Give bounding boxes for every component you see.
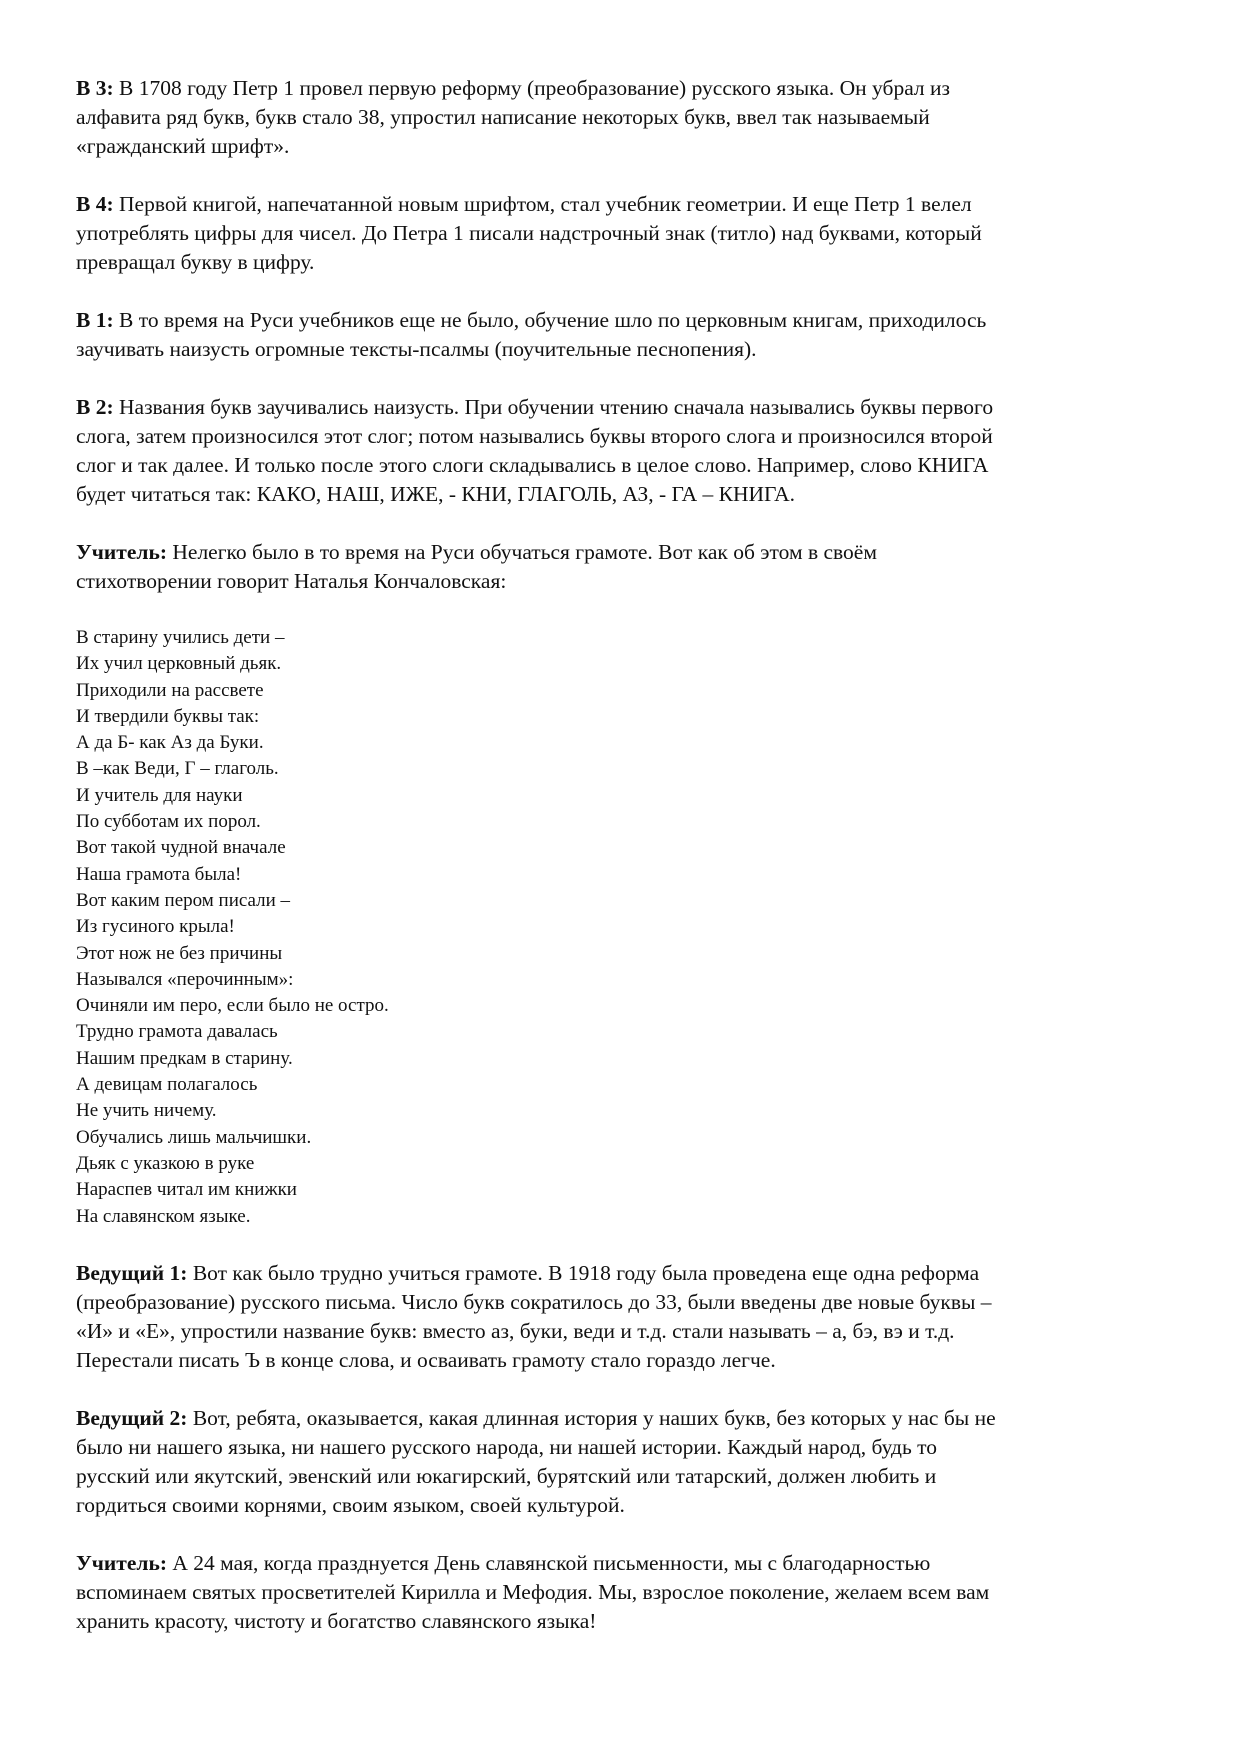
paragraph-line: было ни нашего языка, ни нашего русского народа, ни нашей истории. Каждый народ, будь то xyxy=(76,1434,938,1459)
paragraph-line: «И» и «Е», упростили название букв: вместо аз, буки, веди и т.д. стали называть – а, бэ, вэ и т.д. xyxy=(76,1318,955,1343)
poem-line: В старину учились дети – xyxy=(76,627,285,648)
poem-line: Нашим предкам в старину. xyxy=(76,1047,293,1069)
poem-line: А да Б- как Аз да Буки. xyxy=(76,732,264,754)
poem-line: Вот каким пером писали – xyxy=(76,889,291,911)
poem-line: По субботам их порол. xyxy=(76,811,261,833)
paragraph-line: употреблять цифры для чисел. До Петра 1 писали надстрочный знак (титло) над буквами, который xyxy=(76,221,982,245)
document-page xyxy=(76,74,1176,1665)
speaker-label: Ведущий 1: xyxy=(76,1260,188,1285)
poem-line: Обучались лишь мальчишки. xyxy=(76,1126,312,1148)
paragraph-line xyxy=(76,1259,1176,1288)
paragraph-v3 xyxy=(76,74,1176,161)
poem-line: И твердили буквы так: xyxy=(76,705,260,727)
paragraph-line xyxy=(76,1404,1176,1433)
paragraph-text: Нелегко было в то время на Руси обучаться грамоте. Вот как об этом в своём xyxy=(167,540,877,564)
paragraph-teacher-intro xyxy=(76,538,1176,596)
paragraph-host-1 xyxy=(76,1259,1176,1375)
paragraph-line xyxy=(76,306,1176,335)
paragraph-line xyxy=(76,1549,1176,1578)
paragraph-line: русский или якутский, эвенский или юкагирский, бурятский или татарский, должен любить и xyxy=(76,1463,937,1488)
paragraph-line: (преобразование) русского письма. Число букв сократилось до 33, были введены две новые буквы – xyxy=(76,1289,992,1314)
paragraph-line xyxy=(76,393,1176,422)
paragraph-line: слог и так далее. И только после этого слоги складывались в целое слово. Например, слово КНИГА xyxy=(76,453,989,477)
speaker-label: Учитель: xyxy=(76,1550,167,1575)
speaker-label: Ведущий 2: xyxy=(76,1405,188,1430)
paragraph-v4 xyxy=(76,190,1176,277)
paragraph-line: превращал букву в цифру. xyxy=(76,250,315,274)
poem-line: Не учить ничему. xyxy=(76,1100,217,1122)
paragraph-line: заучивать наизусть огромные тексты-псалмы (поучительные песнопения). xyxy=(76,337,757,361)
paragraph-text: Вот как было трудно учиться грамоте. В 1918 году была проведена еще одна реформа xyxy=(187,1260,980,1285)
paragraph-text: В 1708 году Петр 1 провел первую реформу (преобразование) русского языка. Он убрал из xyxy=(113,76,951,100)
speaker-label: В 2: xyxy=(76,395,114,419)
paragraph-text: Вот, ребята, оказывается, какая длинная история у наших букв, без которых у нас бы не xyxy=(187,1405,996,1430)
paragraph-line: «гражданский шрифт». xyxy=(76,134,290,158)
paragraph-text: Названия букв заучивались наизусть. При обучении чтению сначала назывались буквы первого xyxy=(113,395,994,419)
speaker-label: В 3: xyxy=(76,76,114,100)
poem-line: На славянском языке. xyxy=(76,1205,251,1227)
paragraph-v2 xyxy=(76,393,1176,509)
poem-line: В –как Веди, Г – глаголь. xyxy=(76,758,279,780)
speaker-label: Учитель: xyxy=(76,540,167,564)
poem-line: Наша грамота была! xyxy=(76,863,242,885)
paragraph-v1 xyxy=(76,306,1176,364)
poem-line: Их учил церковный дьяк. xyxy=(76,653,282,675)
speaker-label: В 4: xyxy=(76,192,114,216)
poem-line: А девицам полагалось xyxy=(76,1074,258,1096)
poem-line: Нараспев читал им книжки xyxy=(76,1179,297,1201)
paragraph-line: будет читаться так: КАКО, НАШ, ИЖЕ, - КНИ, ГЛАГОЛЬ, АЗ, - ГА – КНИГА. xyxy=(76,482,796,506)
poem-line: Этот нож не без причины xyxy=(76,942,283,964)
paragraph-text: Первой книгой, напечатанной новым шрифтом, стал учебник геометрии. И еще Петр 1 велел xyxy=(113,192,972,216)
paragraph-line xyxy=(76,190,1176,219)
poem-line: И учитель для науки xyxy=(76,784,243,806)
paragraph-line: стихотворении говорит Наталья Кончаловская: xyxy=(76,569,507,593)
paragraph-line xyxy=(76,74,1176,103)
paragraph-teacher-closing xyxy=(76,1549,1176,1636)
poem-line: Трудно грамота давалась xyxy=(76,1021,278,1043)
poem-line: Из гусиного крыла! xyxy=(76,916,235,938)
paragraph-line: хранить красоту, чистоту и богатство славянского языка! xyxy=(76,1608,597,1633)
paragraph-line: слога, затем произносился этот слог; потом назывались буквы второго слога и произносился второй xyxy=(76,424,993,448)
paragraph-line: алфавита ряд букв, букв стало 38, упростил написание некоторых букв, ввел так называемый xyxy=(76,105,930,129)
paragraph-line: гордиться своими корнями, своим языком, своей культурой. xyxy=(76,1492,625,1517)
poem-line: Приходили на рассвете xyxy=(76,679,264,701)
paragraph-text: В то время на Руси учебников еще не было, обучение шло по церковным книгам, приходилось xyxy=(113,308,987,332)
paragraph-line xyxy=(76,538,1176,567)
poem xyxy=(76,625,1176,1230)
poem-line: Вот такой чудной вначале xyxy=(76,837,286,859)
paragraph-line: вспоминаем святых просветителей Кирилла и Мефодия. Мы, взрослое поколение, желаем всем вам xyxy=(76,1579,990,1604)
paragraph-text: А 24 мая, когда празднуется День славянской письменности, мы с благодарностью xyxy=(167,1550,931,1575)
poem-line: Очиняли им перо, если было не остро. xyxy=(76,995,389,1017)
speaker-label: В 1: xyxy=(76,308,114,332)
paragraph-line: Перестали писать Ъ в конце слова, и осваивать грамоту стало гораздо легче. xyxy=(76,1347,776,1372)
paragraph-host-2 xyxy=(76,1404,1176,1520)
poem-line: Назывался «перочинным»: xyxy=(76,968,294,990)
poem-line: Дьяк с указкою в руке xyxy=(76,1152,255,1174)
